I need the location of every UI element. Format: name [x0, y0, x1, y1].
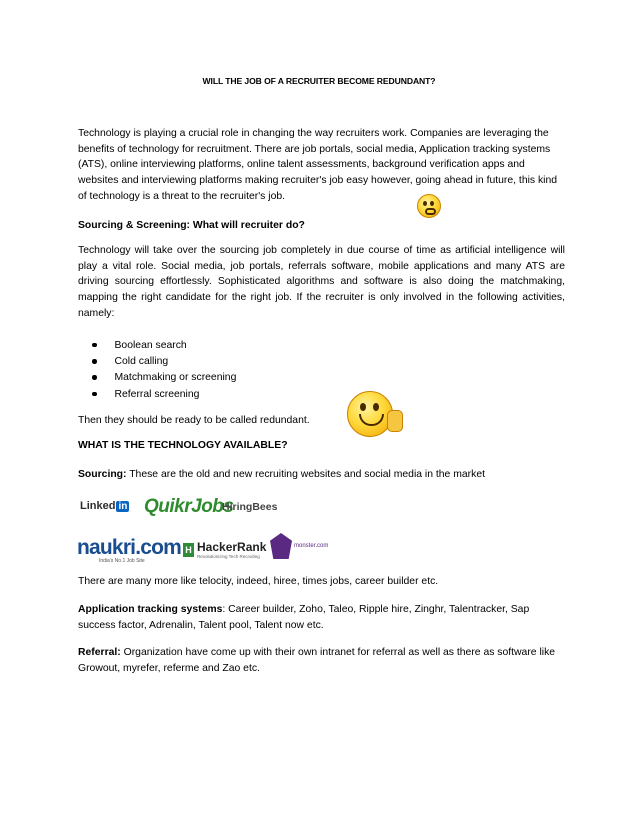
list-item: Referral screening	[92, 386, 236, 402]
sourcing-line	[78, 467, 565, 483]
monster-logo: monster.com	[270, 533, 328, 559]
referral-paragraph	[78, 645, 565, 676]
quikrjobs-logo: QuikrJobs	[144, 496, 234, 517]
referral-text: Organization have come up with their own intranet for referral as well as there as software like Growout, myrefer, referme and Zao etc.	[78, 647, 556, 674]
monster-mark-icon	[270, 533, 292, 559]
page-title: WILL THE JOB OF A RECRUITER BECOME REDUNDANT?	[202, 76, 436, 86]
technology-available-heading: WHAT IS THE TECHNOLOGY AVAILABLE?	[78, 440, 288, 451]
list-item: Cold calling	[92, 353, 236, 369]
more-platforms-line: There are many more like telocity, indeed, hiree, times jobs, career builder etc.	[78, 576, 439, 587]
sourcing-label: Sourcing:	[78, 469, 127, 480]
worried-emoji-icon	[417, 194, 441, 218]
list-item: Boolean search	[92, 337, 236, 353]
hiringbees-logo: HiringBees	[222, 501, 278, 513]
list-item: Matchmaking or screening	[92, 370, 236, 386]
hackerrank-mark-icon: H	[183, 543, 194, 557]
section-sourcing-screening-heading: Sourcing & Screening: What will recruiter do?	[78, 220, 305, 231]
ats-paragraph	[78, 602, 565, 633]
section-sourcing-screening-body: Technology will take over the sourcing job completely in due course of time as artificial intelligence will play a vital role. Social media, job portals, referrals software, mobile applications and many ATS are driving sourcing effortlessly. Sophisticated algorithms and software is also doing the matchmaking, mapping the right candidate for the right job. If the recruiter is only involved in the following activities, namely:	[78, 245, 565, 319]
naukri-logo: naukri.com India's No.1 Job Site	[77, 536, 182, 564]
redundant-line: Then they should be ready to be called redundant.	[78, 415, 310, 426]
intro-paragraph: Technology is playing a crucial role in changing the way recruiters work. Companies are leveraging the benefits of technology for recruitment. There are job portals, social media, Application tracking systems (ATS), online interviewing platforms, online talent assessments, background verification apps and websites and interviewing platforms making recruiter's job easy however, going ahead in future, this kind of technology is a threat to the recruiter's job.	[78, 128, 558, 202]
ats-text: : Career builder, Zoho, Taleo, Ripple hire, Zinghr, Talentracker, Sap success factor, Adrenalin, Talent pool, Talent now etc.	[78, 604, 530, 631]
referral-label: Referral:	[78, 647, 121, 658]
linkedin-logo: Linked in	[80, 500, 128, 512]
bullet-icon	[92, 359, 97, 364]
ats-label: Application tracking systems	[78, 604, 223, 615]
hackerrank-logo: H HackerRank Revolutionizing Tech Recruiting	[183, 541, 266, 559]
activities-list	[92, 337, 236, 402]
sourcing-text: These are the old and new recruiting websites and social media in the market	[126, 469, 485, 480]
bullet-icon	[92, 343, 97, 348]
bullet-icon	[92, 375, 97, 380]
bullet-icon	[92, 392, 97, 397]
